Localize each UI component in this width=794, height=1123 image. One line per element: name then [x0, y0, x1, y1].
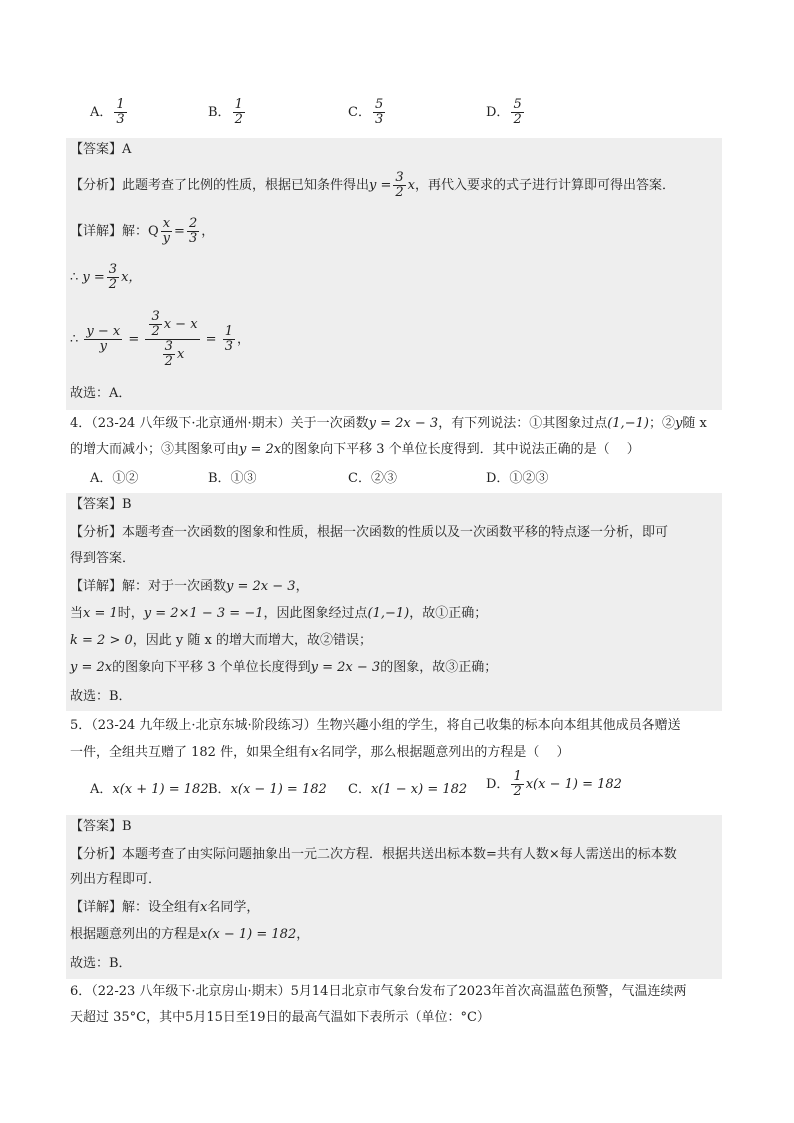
q4-option-c: C．②③	[348, 471, 397, 486]
q4-detail: 【详解】解：对于一次函数y = 2x − 3，	[70, 579, 309, 594]
q5-option-c: C．x(1 − x) = 182	[348, 782, 468, 797]
q6-line-2: 天超过 35°C，其中5月15日至19日的最高气温如下表所示（单位：°C）	[70, 1010, 490, 1025]
q5-analysis-2: 列出方程即可．	[70, 872, 162, 887]
q4-line-2: 的增大而减小；③其图象可由y = 2x的图象向下平移 3 个单位长度得到．其中说法正确的是（ ）	[70, 442, 640, 457]
q5-analysis-1: 【分析】本题考查了由实际问题抽象出一元二次方程．根据共送出标本数=共有人数×每人需送出的标本数	[70, 847, 677, 862]
q3-option-c: C． $\frac{5}{3}$	[348, 97, 384, 127]
q4-step-3: y = 2x的图象向下平移 3 个单位长度得到y = 2x − 3的图象，故③正确；	[70, 660, 498, 675]
q5-option-b: B．x(x − 1) = 182	[208, 782, 327, 797]
q3-option-d: D． $\frac{5}{2}$	[486, 97, 522, 127]
q4-step-2: k = 2 > 0，因此 y 随 x 的增大而增大，故②错误；	[70, 633, 372, 648]
q4-answer: 【答案】B	[70, 497, 132, 512]
q4-choose: 故选：B．	[70, 689, 132, 704]
q4-step-1: 当x = 1时，y = 2×1 − 3 = −1，因此图象经过点(1,−1)，故①正确；	[70, 606, 488, 621]
q3-option-b: B． $\frac{1}{2}$	[208, 97, 243, 127]
q4-line-1: 4．（23-24 八年级下·北京通州·期末）关于一次函数y = 2x − 3，有下列说法：①其图象过点(1,−1)；②y随 x	[70, 416, 707, 431]
q4-analysis-1: 【分析】本题考查一次函数的图象和性质，根据一次函数的性质以及一次函数平移的特点逐一分析，即可	[70, 525, 669, 540]
q3-option-a: A． $\frac{1}{3}$	[90, 97, 125, 127]
q4-analysis-2: 得到答案．	[70, 551, 136, 566]
q5-option-d: D． $\frac{1}{2}$ x(x − 1) = 182	[486, 769, 622, 799]
q3-analysis: 【分析】此题考查了比例的性质，根据已知条件得出y = $\frac{3}{2}$ x，再代入要求的式子进行计算即可得出答案．	[70, 170, 676, 200]
q5-line-2: 一件，全组共互赠了 182 件，如果全组有x名同学，那么根据题意列出的方程是（ ）	[70, 745, 570, 760]
q3-step-1: ∴ y = $\frac{3}{2}$ x，	[70, 262, 142, 292]
q6-line-1: 6．（22-23 八年级下·北京房山·期末）5月14日北京市气象台发布了2023年首次高温蓝色预警，气温连续两	[70, 984, 687, 999]
q3-answer: 【答案】A	[70, 142, 132, 157]
q3-detail: 【详解】解：Q $\frac{x}{y}$ = $\frac{2}{3}$ ，	[70, 216, 215, 246]
q4-option-b: B．①③	[208, 471, 257, 486]
q4-option-a: A．①②	[90, 471, 139, 486]
q5-option-a: A．x(x + 1) = 182	[90, 782, 209, 797]
q5-solution-block	[66, 815, 722, 979]
q3-choose: 故选：A．	[70, 386, 132, 401]
q4-option-d: D．①②③	[486, 471, 549, 486]
q3-step-2: ∴ $\frac{y - x}{y}$ = $\frac{3}{2}$ x − x $\frac{3}{2}$ x = $\frac{1}{3}$ ，	[70, 309, 251, 369]
q5-answer: 【答案】B	[70, 819, 132, 834]
q5-detail-2: 根据题意列出的方程是x(x − 1) = 182，	[70, 927, 310, 942]
q5-detail: 【详解】解：设全组有x名同学，	[70, 900, 260, 915]
q5-line-1: 5．（23-24 九年级上·北京东城·阶段练习）生物兴趣小组的学生，将自己收集的标本向本组其他成员各赠送	[70, 718, 681, 733]
q5-choose: 故选：B．	[70, 956, 132, 971]
